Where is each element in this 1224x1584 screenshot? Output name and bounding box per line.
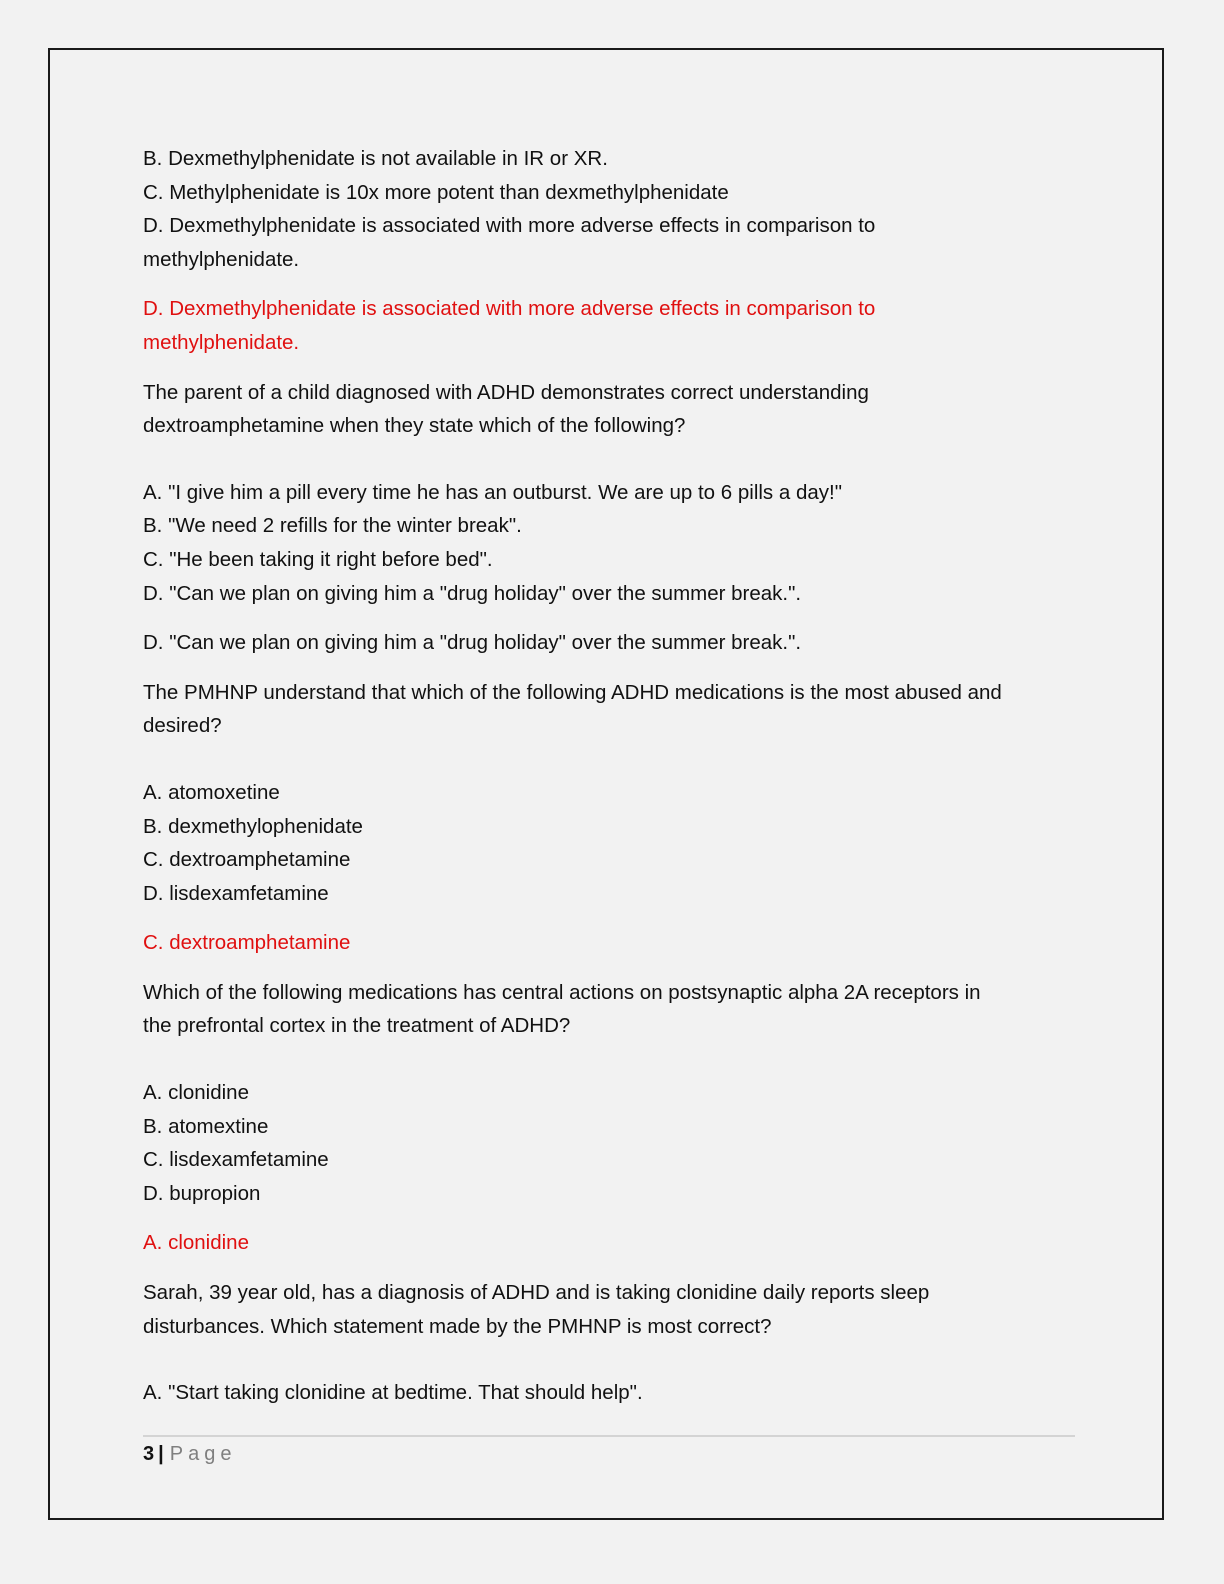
correct-answer [143, 1226, 1078, 1260]
question-line: disturbances. Which statement made by the PMHNP is most correct? [143, 1314, 772, 1338]
option-a: A. "I give him a pill every time he has an outburst. We are up to 6 pills a day!" [143, 480, 842, 504]
answer-options [143, 476, 1078, 610]
correct-answer-line: D. "Can we plan on giving him a "drug holiday" over the summer break.". [143, 631, 802, 655]
option-d: D. lisdexamfetamine [143, 881, 329, 905]
footer-divider [143, 1435, 1075, 1437]
question-line: Which of the following medications has central actions on postsynaptic alpha 2A receptors in [143, 980, 981, 1004]
question [143, 976, 1078, 1043]
option-a: A. atomoxetine [143, 780, 280, 804]
option-b: B. Dexmethylphenidate is not available in IR or XR. [143, 147, 608, 170]
page-number: 3 [143, 1443, 155, 1465]
option-d-continued: methylphenidate. [143, 247, 300, 271]
option-d: D. bupropion [143, 1181, 261, 1205]
option-b: B. "We need 2 refills for the winter break". [143, 514, 522, 538]
footer-separator: | [158, 1443, 164, 1465]
correct-answer [143, 926, 1078, 960]
question-line: desired? [143, 714, 222, 738]
answer-options [143, 1076, 1078, 1210]
correct-answer [143, 292, 1078, 359]
document-body [143, 142, 1078, 1410]
question-line: dextroamphetamine when they state which of the following? [143, 414, 686, 438]
answer-options [143, 142, 1078, 276]
option-c: C. lisdexamfetamine [143, 1148, 329, 1172]
question [143, 1276, 1078, 1343]
correct-answer [143, 626, 1078, 660]
page-label: Page [169, 1443, 237, 1465]
option-b: B. atomextine [143, 1114, 269, 1138]
page-footer [143, 1441, 236, 1467]
answer-options [143, 776, 1078, 910]
option-a: A. "Start taking clonidine at bedtime. That should help". [143, 1381, 643, 1405]
option-b: B. dexmethylophenidate [143, 814, 363, 838]
question-line: Sarah, 39 year old, has a diagnosis of ADHD and is taking clonidine daily reports sleep [143, 1281, 930, 1305]
question-line: the prefrontal cortex in the treatment of ADHD? [143, 1014, 571, 1038]
correct-answer-line: C. dextroamphetamine [143, 931, 351, 955]
answer-options [143, 1376, 1078, 1410]
option-c: C. Methylphenidate is 10x more potent than dexmethylphenidate [143, 180, 729, 204]
option-d: D. "Can we plan on giving him a "drug holiday" over the summer break.". [143, 581, 802, 605]
question-line: The PMHNP understand that which of the following ADHD medications is the most abused and [143, 680, 1002, 704]
question-line: The parent of a child diagnosed with ADHD demonstrates correct understanding [143, 380, 869, 404]
question [143, 376, 1078, 443]
correct-answer-line: A. clonidine [143, 1231, 249, 1255]
option-c: C. "He been taking it right before bed". [143, 547, 493, 571]
option-a: A. clonidine [143, 1081, 249, 1105]
option-d: D. Dexmethylphenidate is associated with more adverse effects in comparison to [143, 214, 876, 238]
question [143, 676, 1078, 743]
correct-answer-line: methylphenidate. [143, 330, 300, 354]
correct-answer-line: D. Dexmethylphenidate is associated with more adverse effects in comparison to [143, 297, 876, 321]
option-c: C. dextroamphetamine [143, 848, 351, 872]
